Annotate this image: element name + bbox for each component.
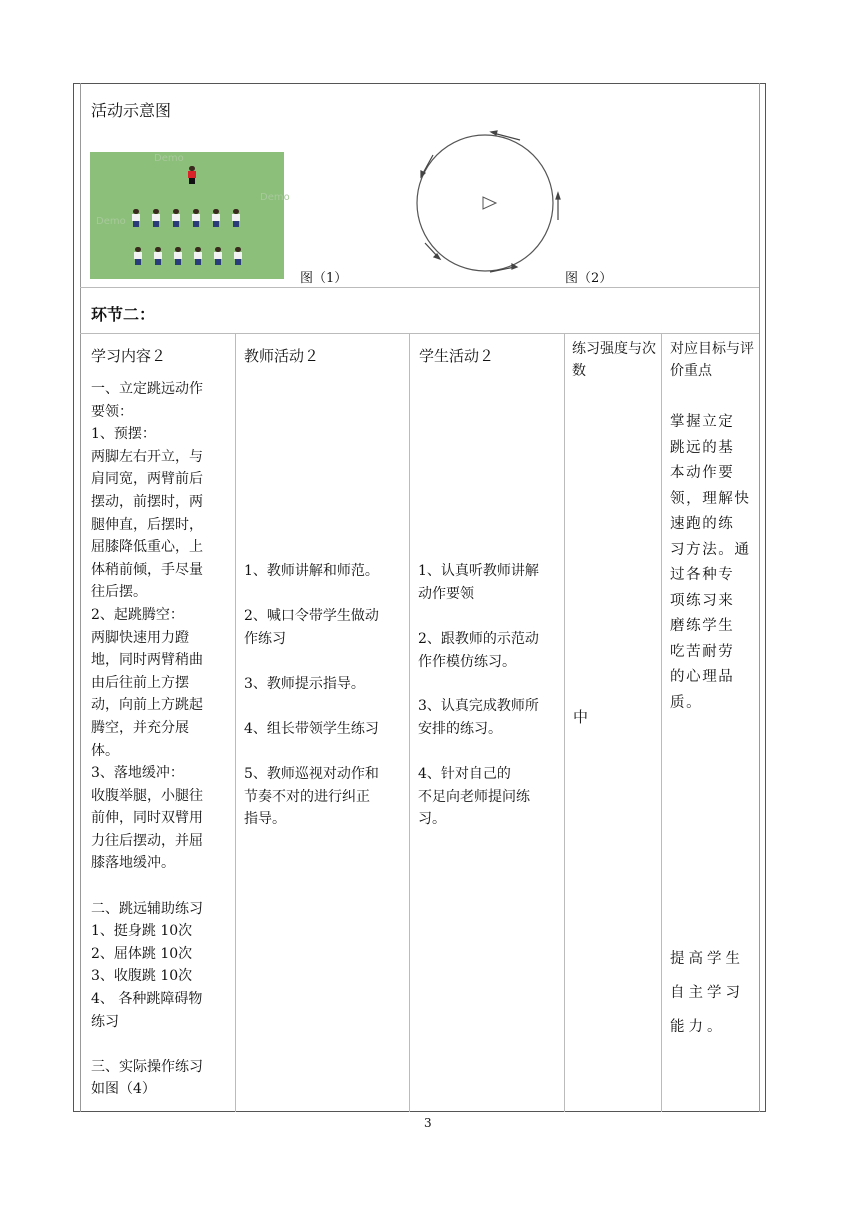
student-figure [192,209,200,227]
watermark: Demo [154,153,184,164]
column-header-teacher: 教师活动２ [244,347,320,365]
column-divider [409,333,410,1112]
figure-1-image [90,152,290,279]
student-activity-item: 3、认真完成教师所 安排的练习。 [418,698,539,737]
frame-inner-left [80,83,81,1112]
goal-text: 提高学生 自主学习 能力。 [670,951,744,1035]
student-activity-item: 4、针对自己的 不足向老师提问练 习。 [418,766,530,828]
student-figure [174,247,182,265]
learning-content-text: 一、立定跳远动作 要领： 1、预摆： 两脚左右开立，与 肩同宽，两臂前后 摆动，前摆时，两 腿伸直，后摆时， 屈膝降低重心，上 体稍前倾，手尽量 往后摆。 2、起跳腾空： 两脚快速用力蹬 地，同时两臂稍曲 由后往前上方摆 动，向前上方跳起 腾空，并充分展 体。 3、落地缓冲： 收腹举腿，小腿往 前伸，同时双臂用 力往后摆动，并屈 膝落地缓冲。 二、跳远辅助练习 1、挺身跳 10次 2、屈体跳 10次 3、收腹跳 10次 4、 各种跳障碍物 练习 三、实际操作练习 如图（4） [91,381,203,1098]
column-divider [661,333,662,1112]
student-activity-item: 2、跟教师的示范动 作作模仿练习。 [418,631,539,670]
student-figure [152,209,160,227]
intensity-value: 中 [573,708,589,726]
teacher-activity-item: 2、喊口令带学生做动 作练习 [244,608,379,647]
student-figure [214,247,222,265]
student-figure [194,247,202,265]
watermark: Demo [96,216,126,227]
watermark: Demo [260,192,290,203]
teacher-activity-item: 1、教师讲解和师范。 [244,563,379,579]
column-divider [564,333,565,1112]
divider-line [80,333,759,334]
student-figure [154,247,162,265]
section-heading: 环节二： [91,305,156,324]
running-circle [417,135,553,271]
teacher-activity-item: 3、教师提示指导。 [244,676,365,692]
teacher-activity-item: 5、教师巡视对动作和 节奏不对的进行纠正 指导。 [244,766,379,828]
divider-line [80,287,759,288]
student-figure [134,247,142,265]
page-number: 3 [424,1116,432,1130]
column-header-content: 学习内容２ [91,347,167,365]
student-figure [132,209,140,227]
student-figure [234,247,242,265]
column-header-intensity: 练习强度与次数 [572,341,656,379]
figure-1-caption: 图（1） [300,271,348,286]
student-figure [232,209,240,227]
section-title: 活动示意图 [91,101,172,120]
column-header-student: 学生活动２ [419,347,495,365]
student-activity-item: 1、认真听教师讲解 动作要领 [418,563,539,602]
column-header-goals: 对应目标与评价重点 [670,341,754,379]
teacher-activity-item: 4、组长带领学生练习 [244,721,379,737]
goal-text: 掌握立定 跳远的基 本动作要 领，理解快 速跑的练 习方法。通 过各种专 项练习来 磨练学生 吃苦耐劳 的心理品 质。 [670,414,751,711]
coach-figure [188,166,196,184]
arrow-icons [421,131,560,272]
figure-2-diagram [405,125,575,277]
column-divider [235,333,236,1112]
frame-inner-right [759,83,760,1112]
play-triangle-icon [483,197,496,209]
student-figure [212,209,220,227]
student-figure [172,209,180,227]
figure-2-caption: 图（2） [565,271,613,286]
